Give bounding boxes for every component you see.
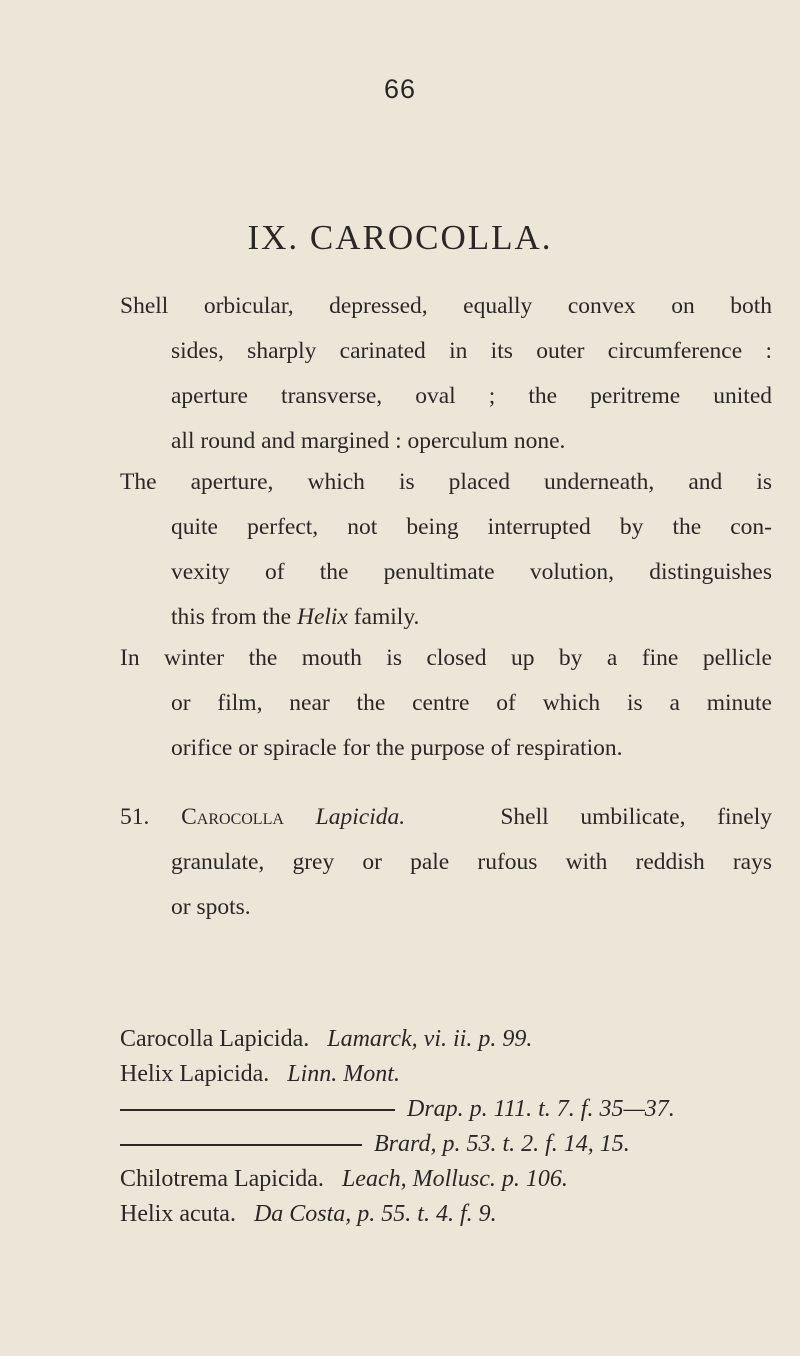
synonym-reference: Da Costa, p. 55. t. 4. f. 9. — [253, 1201, 497, 1227]
synonym-reference: Brard, p. 53. t. 2. f. 14, 15. — [374, 1131, 630, 1157]
text-line: aperture transverse, oval ; the peritreme united — [171, 383, 772, 409]
synonym-row — [120, 1057, 780, 1092]
genus-description-paragraph — [122, 284, 772, 464]
text-line: orifice or spiracle for the purpose of respiration. — [171, 735, 623, 761]
ditto-rule — [120, 1144, 362, 1146]
italic-genus-name: Helix — [296, 604, 348, 630]
text-line: or spots. — [171, 894, 251, 920]
synonym-row — [120, 1022, 780, 1057]
synonymy-list — [120, 1022, 780, 1232]
species-genus: Carocolla — [181, 804, 284, 830]
text-fragment: this from the — [171, 604, 297, 630]
text-fragment: family. — [347, 604, 420, 630]
species-description-start: Shell umbilicate, finely — [500, 804, 773, 830]
ditto-rule — [120, 1109, 395, 1111]
synonym-reference: Lamarck, vi. ii. p. 99. — [327, 1026, 533, 1052]
text-line: or film, near the centre of which is a minute — [171, 690, 772, 716]
text-line: Shell orbicular, depressed, equally convex on both — [120, 293, 772, 319]
text-line: sides, sharply carinated in its outer circumference : — [171, 338, 772, 364]
aperture-paragraph — [122, 460, 772, 640]
species-heading-line — [120, 795, 772, 840]
text-line: vexity of the penultimate volution, distinguishes — [171, 559, 772, 585]
species-name: Lapicida. — [315, 804, 406, 830]
synonym-reference: Drap. p. 111. t. 7. f. 35—37. — [407, 1096, 675, 1122]
text-line: all round and margined : operculum none. — [171, 428, 566, 454]
synonym-reference: Linn. Mont. — [287, 1061, 400, 1087]
synonym-row — [120, 1127, 780, 1162]
section-title: IX. CAROCOLLA. — [247, 218, 553, 257]
species-entry — [122, 795, 772, 930]
text-line: In winter the mouth is closed up by a fine pellicle — [120, 645, 772, 671]
species-number: 51. — [120, 804, 150, 830]
synonym-name: Helix acuta. — [120, 1201, 236, 1227]
text-line: granulate, grey or pale rufous with reddish rays — [171, 849, 772, 875]
page-number: 66 — [383, 74, 417, 104]
synonym-name: Helix Lapicida. — [120, 1061, 270, 1087]
winter-paragraph — [122, 636, 772, 771]
synonym-name: Chilotrema Lapicida. — [120, 1166, 324, 1192]
synonym-row — [120, 1092, 780, 1127]
synonym-name: Carocolla Lapicida. — [120, 1026, 310, 1052]
text-line — [122, 595, 772, 640]
text-line: quite perfect, not being interrupted by the con- — [171, 514, 772, 540]
synonym-row — [120, 1197, 780, 1232]
synonym-row — [120, 1162, 780, 1197]
synonym-reference: Leach, Mollusc. p. 106. — [341, 1166, 568, 1192]
text-line: The aperture, which is placed underneath, and is — [120, 469, 772, 495]
